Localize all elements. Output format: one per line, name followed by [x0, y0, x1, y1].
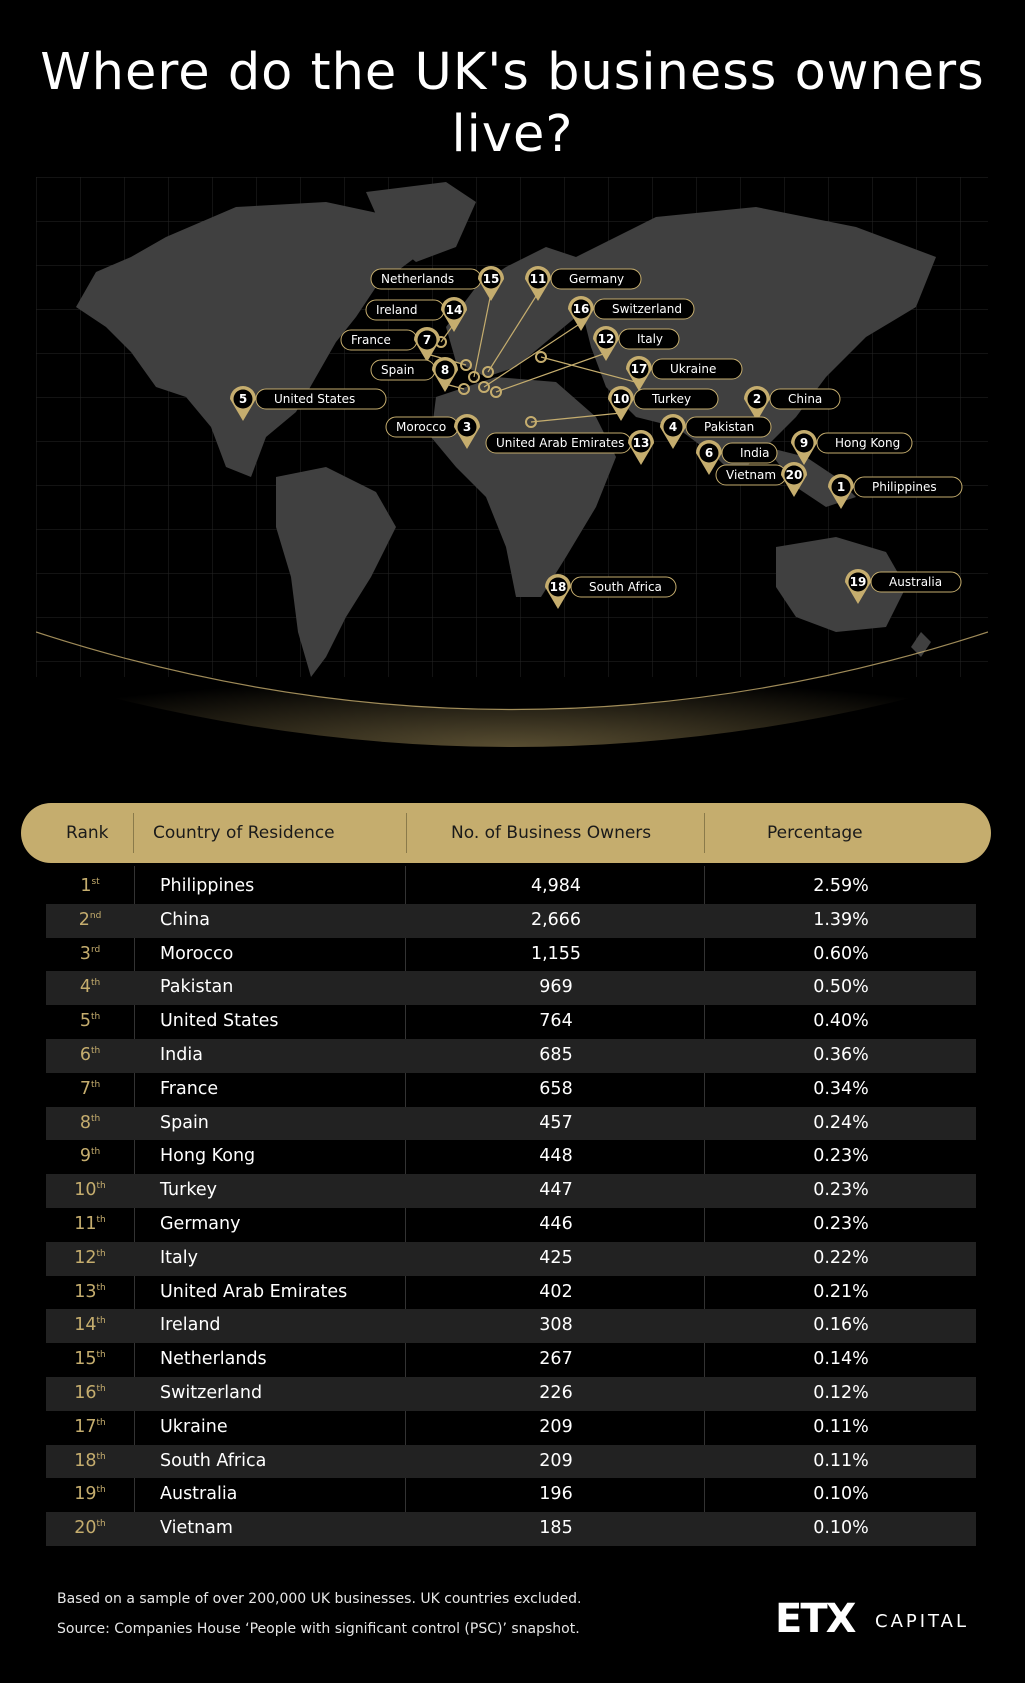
pin-label: United Arab Emirates [496, 436, 625, 450]
country-cell: Switzerland [160, 1382, 263, 1403]
percentage-cell: 0.11% [813, 1450, 869, 1471]
rank-suffix: th [90, 978, 101, 989]
rank-number: 17 [74, 1416, 97, 1437]
percentage-cell: 0.14% [813, 1349, 869, 1370]
source-note: Source: Companies House ‘People with significant control (PSC)’ snapshot. [57, 1621, 580, 1637]
table-row [46, 870, 976, 904]
owners-cell: 1,155 [530, 943, 582, 964]
rank-number: 20 [74, 1518, 97, 1539]
table-row [46, 1073, 976, 1107]
table-row [46, 1309, 976, 1343]
pin-label: Spain [381, 363, 415, 377]
table-row [46, 1208, 976, 1242]
table-row [46, 1512, 976, 1546]
table-row [46, 1107, 976, 1141]
rank-suffix: nd [89, 910, 102, 921]
pin-rank: 8 [440, 363, 450, 377]
owners-cell: 196 [539, 1484, 573, 1505]
rank-cell [46, 1411, 134, 1445]
pin-rank: 19 [849, 575, 867, 589]
rank-number: 12 [74, 1247, 97, 1268]
percentage-cell: 0.23% [813, 1180, 869, 1201]
rank-number: 6 [79, 1044, 91, 1065]
table-row [46, 971, 976, 1005]
owners-cell: 448 [539, 1146, 573, 1167]
owners-cell: 457 [539, 1112, 573, 1133]
owners-cell: 267 [539, 1349, 573, 1370]
country-cell: France [160, 1078, 219, 1099]
owners-cell: 226 [539, 1382, 573, 1403]
header-owners: No. of Business Owners [451, 823, 652, 843]
pin-rank: 20 [785, 468, 803, 482]
rank-cell [46, 1039, 134, 1073]
pin-label: Vietnam [726, 468, 777, 482]
header-percentage: Percentage [767, 823, 863, 843]
percentage-cell: 0.11% [813, 1416, 869, 1437]
country-cell: South Africa [160, 1450, 267, 1471]
country-cell: Vietnam [160, 1518, 233, 1539]
table-row [46, 1276, 976, 1310]
country-cell: Australia [160, 1484, 238, 1505]
rank-cell [46, 1140, 134, 1174]
pin-rank: 4 [668, 420, 678, 434]
page-title: Where do the UK's business owners live? [40, 43, 985, 164]
rank-number: 4 [79, 977, 91, 998]
rank-number: 16 [74, 1382, 97, 1403]
pin-label: Switzerland [612, 302, 682, 316]
table-row [46, 1174, 976, 1208]
table-row [46, 1242, 976, 1276]
rank-suffix: th [90, 1012, 101, 1023]
owners-cell: 402 [539, 1281, 573, 1302]
country-cell: India [160, 1044, 203, 1065]
table-header [21, 803, 991, 863]
pin-label: Ukraine [670, 362, 717, 376]
pin-label: Morocco [396, 420, 447, 434]
country-cell: United States [160, 1011, 279, 1032]
pin-rank: 12 [597, 332, 615, 346]
rank-cell [46, 1309, 134, 1343]
percentage-cell: 0.23% [813, 1146, 869, 1167]
percentage-cell: 0.10% [813, 1484, 869, 1505]
logo-mark: ETX [775, 1596, 855, 1642]
rank-number: 1 [80, 876, 92, 896]
rank-cell [46, 1005, 134, 1039]
rank-cell [46, 971, 134, 1005]
pin-rank: 14 [445, 303, 463, 317]
rank-cell [46, 1377, 134, 1411]
logo-word: CAPITAL [875, 1611, 969, 1632]
rank-cell [46, 904, 134, 938]
pin-label: Australia [889, 575, 943, 589]
owners-cell: 209 [539, 1416, 573, 1437]
percentage-cell: 0.12% [813, 1382, 869, 1403]
rank-cell [46, 1512, 134, 1546]
pin-label: China [788, 392, 823, 406]
rank-cell [46, 870, 134, 904]
rank-number: 11 [74, 1213, 97, 1234]
header-rank: Rank [66, 823, 109, 843]
percentage-cell: 0.16% [813, 1315, 869, 1336]
world-map [36, 177, 988, 777]
percentage-cell: 0.40% [813, 1011, 869, 1032]
pin-label: India [740, 446, 770, 460]
country-cell: Ireland [160, 1315, 221, 1336]
owners-cell: 447 [539, 1180, 573, 1201]
table-row [46, 1445, 976, 1479]
owners-cell: 764 [539, 1011, 573, 1032]
rank-number: 2 [78, 909, 90, 930]
pin-rank: 9 [799, 436, 809, 450]
rank-number: 7 [79, 1078, 91, 1099]
owners-cell: 4,984 [530, 876, 582, 896]
rank-suffix: th [96, 1519, 106, 1530]
owners-cell: 658 [539, 1078, 573, 1099]
percentage-cell: 0.21% [813, 1281, 869, 1302]
owners-cell: 425 [539, 1247, 573, 1268]
rank-cell [46, 1478, 134, 1512]
pin-rank: 2 [752, 392, 762, 406]
owners-cell: 685 [539, 1044, 573, 1065]
pin-label: Philippines [872, 480, 937, 494]
owners-cell: 308 [539, 1315, 573, 1336]
rank-number: 5 [79, 1011, 91, 1032]
pin-label: Pakistan [704, 420, 755, 434]
percentage-cell: 1.39% [813, 909, 869, 930]
rank-number: 9 [79, 1146, 91, 1167]
country-cell: Ukraine [160, 1416, 228, 1437]
pin-rank: 16 [572, 302, 590, 316]
rank-cell [46, 1343, 134, 1377]
country-cell: Turkey [160, 1180, 217, 1201]
pin-label: Ireland [376, 303, 418, 317]
pin-rank: 17 [630, 362, 648, 376]
percentage-cell: 0.23% [813, 1213, 869, 1234]
table-row [46, 904, 976, 938]
rank-suffix: th [90, 1147, 101, 1158]
owners-cell: 209 [539, 1450, 573, 1471]
table-row [46, 1343, 976, 1377]
pin-label: Hong Kong [835, 436, 901, 450]
percentage-cell: 0.24% [813, 1112, 869, 1133]
rank-number: 18 [74, 1450, 97, 1471]
rank-suffix: rd [90, 944, 101, 955]
country-cell: Philippines [160, 876, 255, 896]
rank-suffix: th [96, 1316, 106, 1327]
rank-suffix: th [90, 1079, 101, 1090]
pin-rank: 13 [632, 436, 650, 450]
pin-label: Italy [637, 332, 664, 346]
percentage-cell: 2.59% [813, 876, 869, 896]
percentage-cell: 0.22% [813, 1247, 869, 1268]
rank-number: 10 [74, 1180, 97, 1201]
rank-cell [46, 1276, 134, 1310]
country-cell: United Arab Emirates [160, 1281, 348, 1302]
rank-cell [46, 1174, 134, 1208]
pin-rank: 10 [612, 392, 630, 406]
rank-suffix: th [96, 1384, 106, 1395]
rank-suffix: st [91, 877, 100, 888]
header-divider [704, 813, 705, 853]
pin-rank: 6 [704, 446, 714, 460]
rank-suffix: th [96, 1282, 106, 1293]
header-divider [406, 813, 407, 853]
pin-label: France [351, 333, 391, 347]
percentage-cell: 0.60% [813, 943, 869, 964]
world-map-svg [36, 177, 988, 777]
rank-cell [46, 1107, 134, 1141]
header-divider [133, 813, 134, 853]
pin-label: Turkey [652, 392, 692, 406]
rank-suffix: th [96, 1451, 106, 1462]
pin-label: United States [274, 392, 356, 406]
country-cell: Morocco [160, 943, 234, 964]
percentage-cell: 0.50% [813, 977, 869, 998]
rank-number: 3 [79, 943, 91, 964]
owners-cell: 185 [539, 1518, 573, 1539]
country-cell: Spain [160, 1112, 209, 1133]
table-row [46, 938, 976, 972]
rank-number: 14 [74, 1315, 97, 1336]
rank-number: 15 [74, 1349, 97, 1370]
percentage-cell: 0.34% [813, 1078, 869, 1099]
table-row [46, 1478, 976, 1512]
rank-suffix: th [96, 1248, 106, 1259]
header-country: Country of Residence [153, 823, 335, 843]
percentage-cell: 0.10% [813, 1518, 869, 1539]
rank-suffix: th [96, 1181, 106, 1192]
etx-capital-logo [775, 1594, 975, 1644]
rank-cell [46, 938, 134, 972]
owners-cell: 446 [539, 1213, 573, 1234]
country-cell: Italy [160, 1247, 198, 1268]
pin-rank: 11 [529, 272, 547, 286]
rank-cell [46, 1208, 134, 1242]
rank-suffix: th [96, 1350, 106, 1361]
country-cell: Netherlands [160, 1349, 267, 1370]
rank-suffix: th [90, 1046, 101, 1057]
rank-cell [46, 1073, 134, 1107]
pin-rank: 5 [238, 392, 248, 406]
rank-number: 8 [79, 1112, 91, 1133]
table-row [46, 1039, 976, 1073]
table-row [46, 1140, 976, 1174]
pin-rank: 1 [836, 480, 846, 494]
pin-label: South Africa [589, 580, 662, 594]
rank-suffix: th [96, 1485, 106, 1496]
pin-label: Netherlands [381, 272, 455, 286]
pin-rank: 15 [482, 272, 500, 286]
owners-cell: 2,666 [530, 909, 582, 930]
rank-suffix: th [90, 1113, 101, 1124]
rank-number: 19 [74, 1484, 97, 1505]
pin-rank: 7 [422, 333, 432, 347]
owners-cell: 969 [539, 977, 573, 998]
country-cell: Hong Kong [160, 1146, 256, 1167]
table-row [46, 1005, 976, 1039]
rank-suffix: th [96, 1215, 106, 1226]
table-body [46, 870, 976, 1546]
rank-cell [46, 1242, 134, 1276]
rank-suffix: th [96, 1417, 106, 1428]
pin-rank: 3 [462, 420, 472, 434]
country-cell: Pakistan [160, 977, 234, 998]
pin-rank: 18 [549, 580, 567, 594]
country-cell: Germany [160, 1213, 241, 1234]
rank-cell [46, 1445, 134, 1479]
table-row [46, 1377, 976, 1411]
rank-number: 13 [74, 1281, 97, 1302]
pin-label: Germany [569, 272, 625, 286]
country-cell: China [160, 909, 210, 930]
table-row [46, 1411, 976, 1445]
sample-note: Based on a sample of over 200,000 UK businesses. UK countries excluded. [57, 1591, 582, 1607]
percentage-cell: 0.36% [813, 1044, 869, 1065]
